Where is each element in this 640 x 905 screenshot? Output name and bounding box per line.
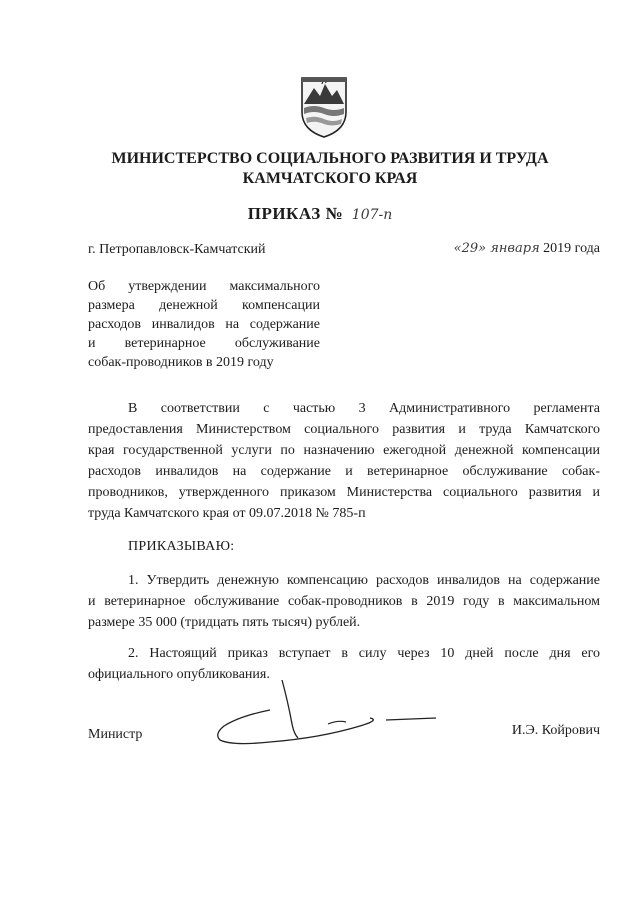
item2-line: официального опубликования.: [88, 667, 270, 682]
preamble-paragraph: [88, 398, 600, 524]
item1-line: размере 35 000 (тридцать пять тысяч) рублей.: [88, 615, 361, 630]
subject-line: собак-проводников в 2019 году: [88, 355, 274, 370]
order-title: [0, 204, 640, 224]
date-year: 2019 года: [543, 241, 600, 256]
item1-line: и ветеринарное обслуживание собак-проводников в 2019 году в максимальном: [88, 594, 600, 609]
signer-title: Министр: [88, 727, 143, 742]
signer-name: И.Э. Койрович: [511, 723, 600, 738]
order-date: [454, 241, 600, 257]
orders-heading: ПРИКАЗЫВАЮ:: [128, 539, 235, 554]
item1-line: 1. Утвердить денежную компенсацию расходов инвалидов на содержание: [128, 573, 600, 588]
subject-line: и ветеринарное обслуживание: [88, 336, 320, 351]
preamble-line: В соответствии с частью 3 Административного регламента: [128, 401, 600, 416]
preamble-line: труда Камчатского края от 09.07.2018 № 785-п: [88, 506, 366, 521]
order-number-handwritten: 107-п: [351, 207, 393, 223]
spacer: [88, 633, 600, 643]
subject-line: Об утверждении максимального: [88, 279, 320, 294]
subject-line: расходов инвалидов на содержание: [88, 317, 320, 332]
preamble-line: края государственной услуги по назначению ежегодной денежной компенсации: [88, 443, 600, 458]
order-subject: [88, 277, 320, 372]
ministry-name-line1: МИНИСТЕРСТВО СОЦИАЛЬНОГО РАЗВИТИЯ И ТРУДА: [111, 150, 549, 167]
kamchatka-coat-of-arms-icon: [298, 74, 350, 140]
date-handwritten: «29» января: [453, 241, 540, 256]
subject-line: размера денежной компенсации: [88, 298, 320, 313]
ministry-name-line2: КАМЧАТСКОГО КРАЯ: [242, 170, 418, 187]
preamble-line: проводников, утвержденного приказом Министерства социального развития и: [88, 485, 600, 500]
preamble-line: предоставления Министерством социального развития и труда Камчатского: [88, 422, 600, 437]
handwritten-signature-icon: [210, 676, 440, 756]
order-items: [88, 570, 600, 685]
city: г. Петропавловск-Камчатский: [88, 242, 266, 257]
preamble-line: расходов инвалидов на содержание и ветеринарное обслуживание собак-: [88, 464, 600, 479]
order-label: ПРИКАЗ №: [247, 204, 344, 223]
item2-line: 2. Настоящий приказ вступает в силу через 10 дней после дня его: [128, 646, 600, 661]
